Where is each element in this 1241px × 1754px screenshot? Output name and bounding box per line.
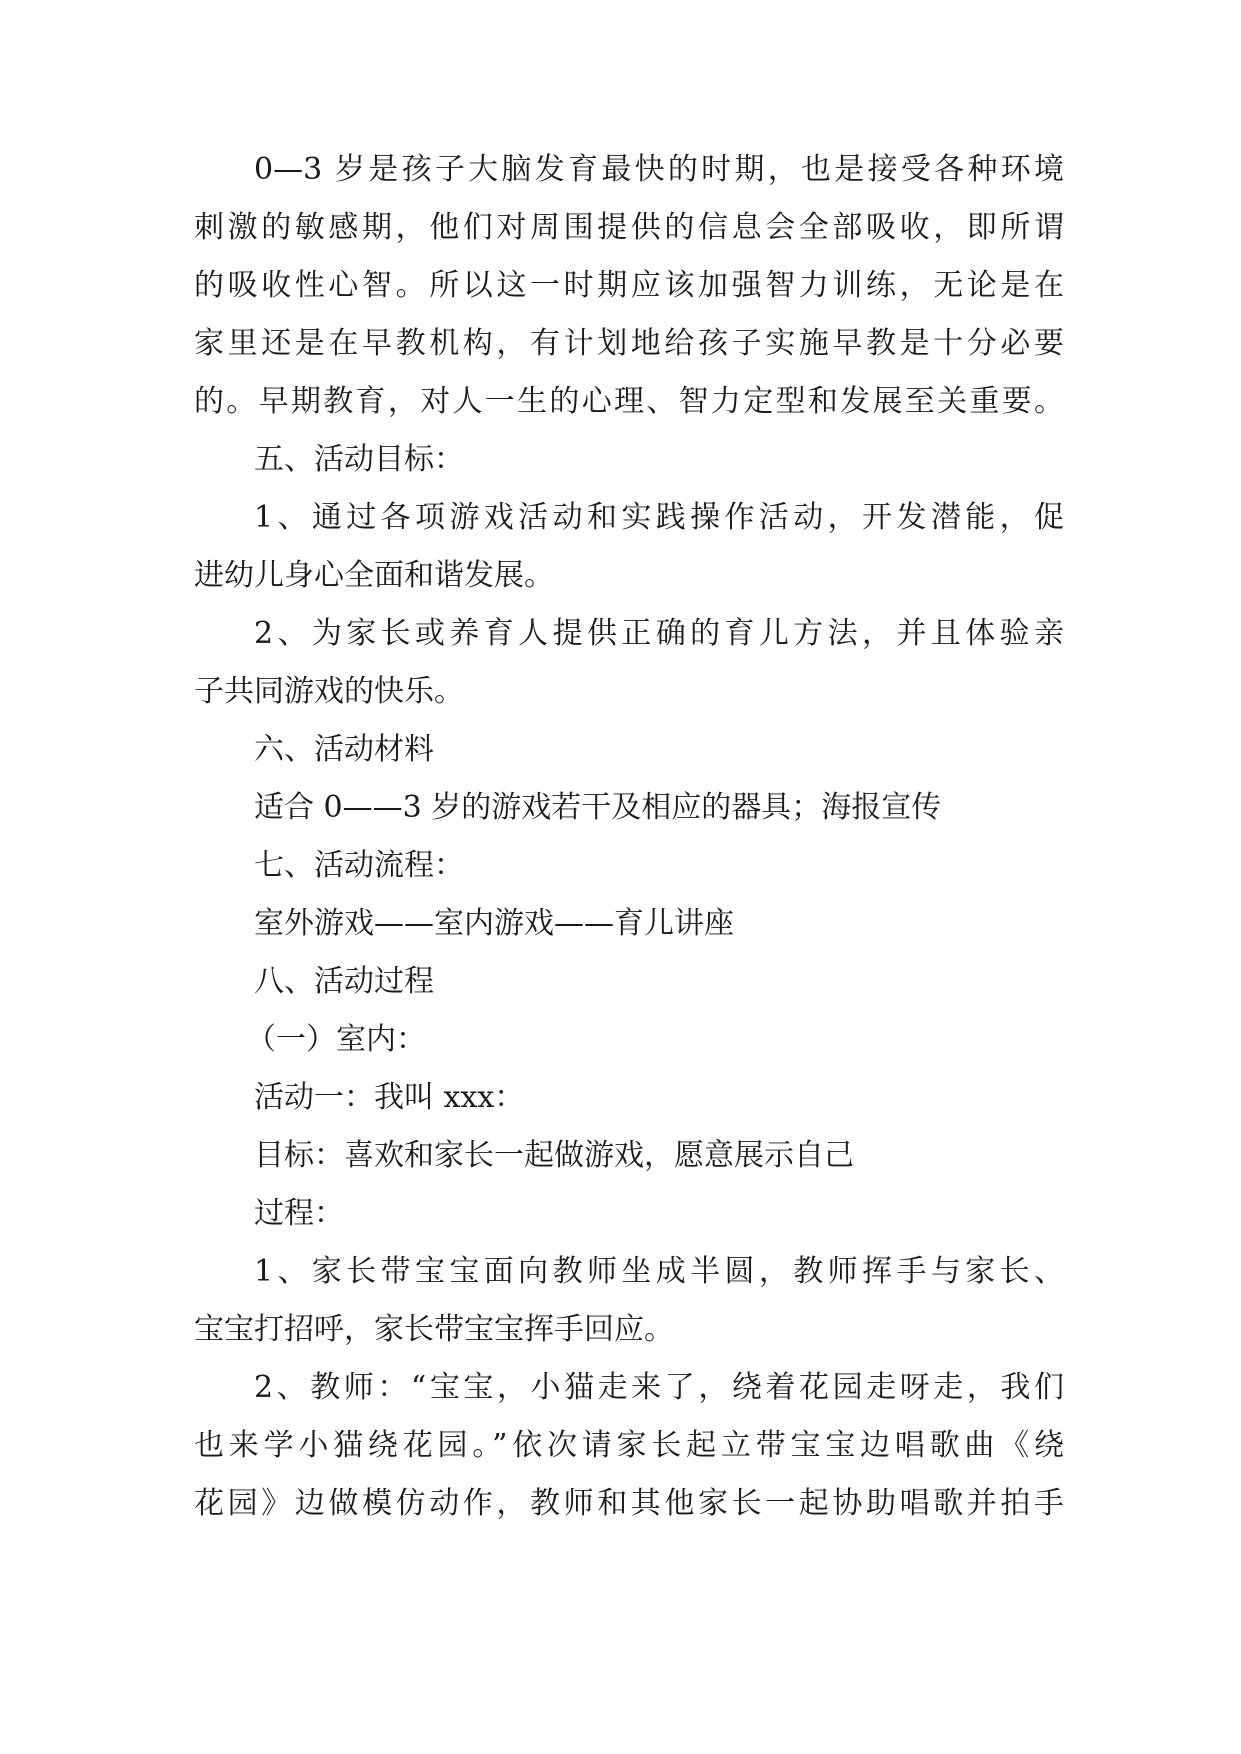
paragraph-line: 子共同游戏的快乐。 xyxy=(194,674,464,709)
subsection-heading: （一）室内： xyxy=(246,1022,426,1057)
paragraph-line: 也来学小猫绕花园。”依次请家长起立带宝宝边唱歌曲《绕 xyxy=(194,1428,1064,1463)
paragraph-line: 宝宝打招呼，家长带宝宝挥手回应。 xyxy=(194,1312,674,1347)
paragraph-line: 进幼儿身心全面和谐发展。 xyxy=(194,558,554,593)
paragraph-line: 家里还是在早教机构，有计划地给孩子实施早教是十分必要 xyxy=(194,326,1064,361)
paragraph-line: 花园》边做模仿动作，教师和其他家长一起协助唱歌并拍手 xyxy=(194,1486,1064,1521)
paragraph-line: 目标：喜欢和家长一起做游戏，愿意展示自己 xyxy=(254,1138,854,1173)
paragraph-line: 室外游戏——室内游戏——育儿讲座 xyxy=(254,906,734,941)
paragraph-line: 过程： xyxy=(254,1196,344,1231)
paragraph-line: 活动一：我叫 xxx： xyxy=(254,1080,525,1115)
section-heading: 五、活动目标： xyxy=(254,442,464,477)
section-heading: 七、活动流程： xyxy=(254,848,464,883)
paragraph-line: 0—3 岁是孩子大脑发育最快的时期，也是接受各种环境 xyxy=(254,152,1064,187)
paragraph-line: 刺激的敏感期，他们对周围提供的信息会全部吸收，即所谓 xyxy=(194,210,1064,245)
paragraph-line: 的吸收性心智。所以这一时期应该加强智力训练，无论是在 xyxy=(194,268,1064,303)
paragraph-line: 的。早期教育，对人一生的心理、智力定型和发展至关重要。 xyxy=(194,384,1064,419)
paragraph-line: 1、家长带宝宝面向教师坐成半圆，教师挥手与家长、 xyxy=(254,1254,1064,1289)
section-heading: 八、活动过程 xyxy=(254,964,434,999)
paragraph-line: 2、教师：“宝宝，小猫走来了，绕着花园走呀走，我们 xyxy=(254,1370,1064,1405)
section-heading: 六、活动材料 xyxy=(254,732,434,767)
paragraph-line: 2、为家长或养育人提供正确的育儿方法，并且体验亲 xyxy=(254,616,1064,651)
paragraph-line: 1、通过各项游戏活动和实践操作活动，开发潜能，促 xyxy=(254,500,1064,535)
paragraph-line: 适合 0——3 岁的游戏若干及相应的器具；海报宣传 xyxy=(254,790,942,825)
